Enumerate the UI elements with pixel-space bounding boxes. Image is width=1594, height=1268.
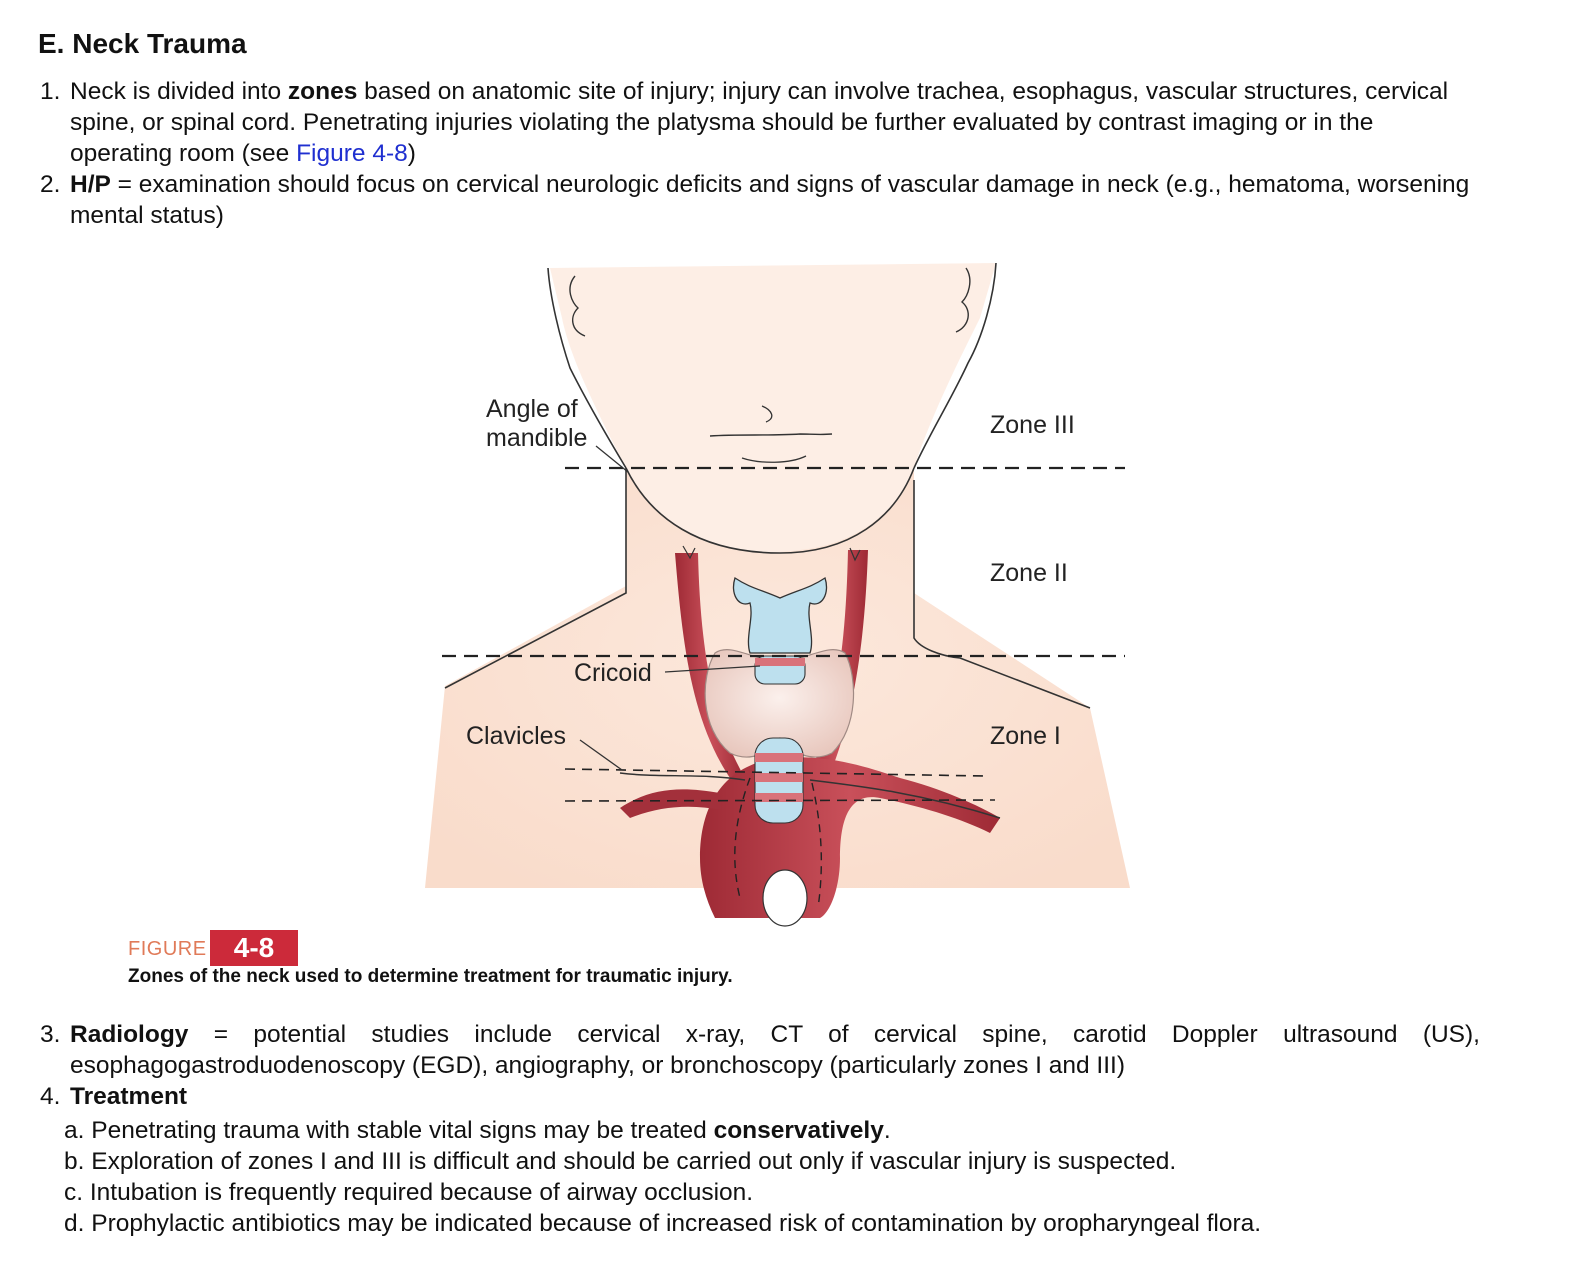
item-bold-term: zones xyxy=(287,78,358,105)
trachea-ring xyxy=(755,753,803,762)
item-text: = potential studies include cervical x-ray, CT of cervical spine, carotid Doppler ultrasound (US), esophagogastroduodenoscopy (EGD), angiography, or bronchoscopy (particularly zones I and III) xyxy=(70,1021,1480,1079)
label-angle-line1: Angle of xyxy=(486,395,578,423)
treatment-item-a xyxy=(64,1115,891,1146)
label-angle-line2: mandible xyxy=(486,424,588,452)
treatment-bold: conservatively xyxy=(713,1117,884,1144)
treatment-item-c xyxy=(64,1177,753,1208)
list-item-4 xyxy=(40,1081,1480,1112)
treatment-item-d xyxy=(64,1208,1261,1239)
item-bold-term: Treatment xyxy=(70,1083,188,1110)
figure-word: FIGURE xyxy=(128,938,207,960)
item-text: based on anatomic site of injury; injury can involve trachea, esophagus, vascular structures, cervical spine, or spinal cord. Penetrating injuries violating the platysma should be further evaluated by contrast imaging or in the operating room (see xyxy=(70,78,1449,167)
item-number: 3. xyxy=(40,1021,61,1048)
trachea-ring xyxy=(755,773,803,782)
figure-caption: Zones of the neck used to determine treatment for traumatic injury. xyxy=(128,966,733,987)
list-item-3 xyxy=(40,1019,1480,1081)
figure-number-badge: 4-8 xyxy=(210,930,298,966)
item-bold-term: H/P xyxy=(70,171,111,198)
item-number: 2. xyxy=(40,171,61,198)
item-text: = examination should focus on cervical neurologic deficits and signs of vascular damage in neck (e.g., hematoma, worsening mental status) xyxy=(70,171,1470,229)
treatment-text: a. Penetrating trauma with stable vital signs may be treated xyxy=(64,1117,714,1144)
item-number: 4. xyxy=(40,1083,61,1110)
treatment-text: b. Exploration of zones I and III is difficult and should be carried out only if vascular injury is suspected. xyxy=(64,1148,1177,1175)
item-bold-term: Radiology xyxy=(70,1021,189,1048)
item-text: ) xyxy=(407,140,416,167)
item-number: 1. xyxy=(40,78,61,105)
treatment-text: c. Intubation is frequently required because of airway occlusion. xyxy=(64,1179,754,1206)
label-zone2: Zone II xyxy=(990,559,1068,587)
cricoid-band xyxy=(755,658,805,666)
section-heading: E. Neck Trauma xyxy=(38,28,247,59)
item-text: Neck is divided into xyxy=(70,78,288,105)
label-clavicles: Clavicles xyxy=(466,722,567,750)
treatment-text: . xyxy=(883,1117,891,1144)
label-cricoid: Cricoid xyxy=(574,659,652,687)
label-zone1: Zone I xyxy=(990,722,1061,750)
list-item-1 xyxy=(40,76,1480,169)
neck-zones-figure xyxy=(400,258,1160,928)
treatment-item-b xyxy=(64,1146,1176,1177)
figure-link[interactable]: Figure 4-8 xyxy=(296,140,408,167)
treatment-text: d. Prophylactic antibiotics may be indicated because of increased risk of contamination by oropharyngeal flora. xyxy=(64,1210,1262,1237)
arch-hole xyxy=(763,870,807,926)
list-item-2 xyxy=(40,169,1480,231)
face-skin xyxy=(550,263,996,552)
label-zone3: Zone III xyxy=(990,411,1075,439)
